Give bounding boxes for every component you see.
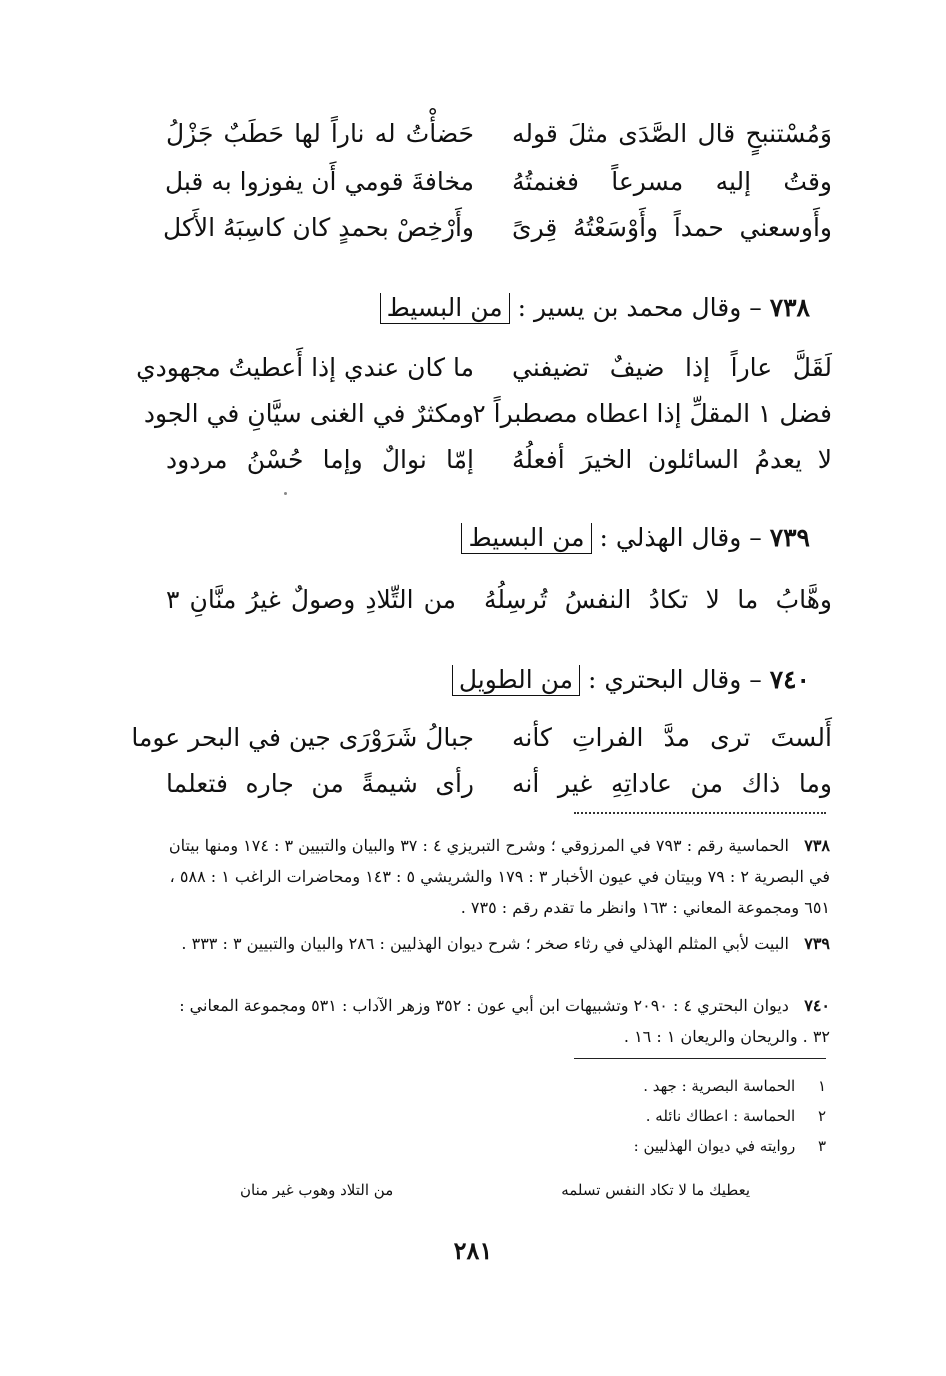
note-number: ٧٤٠: [804, 996, 830, 1015]
verse-first-hemistich: وما ذاك من عاداتِهِ غير أنه: [512, 769, 832, 798]
section-heading: ٧٣٩ – وقال الهذلي : من البسيط: [461, 516, 810, 560]
footnote-separator: [574, 1058, 826, 1059]
meter-label: من البسيط: [461, 523, 591, 554]
verse-first-hemistich: لَقَلَّ عاراً إذا ضيفٌ تضيفني: [512, 353, 832, 382]
verse-line: [143, 392, 832, 436]
note-number: ٧٣٨: [804, 836, 830, 855]
section-title: وقال محمد بن يسير :: [517, 293, 742, 322]
footnote-number: ١: [817, 1077, 826, 1095]
meter-label: من البسيط: [380, 293, 510, 324]
section-heading: ٧٣٨ – وقال محمد بن يسير : من البسيط: [380, 286, 810, 330]
note-text: الحماسية رقم : ٧٩٣ في المرزوقي ؛ وشرح التبريزي ٤ : ٣٧ والبيان والتبيين ٣ : ١٧٤ ومنها بيتان في البصرية ٢ : ٧٩ وبيتان في عيون الأخبار ٣ : ١٧٩ والشريشي ٥ : ١٤٣ ومحاضرات الراغب ١ : ٥٨٨ ، ٦٥١ ومجموعة المعاني : ١٦٣ وانظر ما تقدم رقم : ٧٣٥ .: [168, 836, 830, 917]
print-speck: [284, 492, 287, 495]
verse-line: [131, 716, 832, 760]
footnote-text: الحماسة : اعطاك نائله .: [645, 1107, 796, 1125]
verse-first-hemistich: وهَّابُ ما لا تكادُ النفسُ تُرسِلُهُ: [484, 585, 832, 614]
note-text: ديوان البحتري ٤ : ٢٠٩٠ وتشبيهات ابن أبي عون : ٣٥٢ وزهر الآداب : ٥٣١ ومجموعة المعاني : ٣٢ . والريحان والريعان ١ : ١٦ .: [179, 996, 830, 1046]
verse-second-hemistich: رأى شيمةً من جاره فتعلما: [166, 769, 474, 798]
verse-first-hemistich: فضل ١ المقلِّ إذا اعطاه مصطبراً ٢: [472, 399, 832, 428]
meter-label: من الطويل: [452, 665, 580, 696]
note-text: البيت لأبي المثلم الهذلي في رثاء صخر ؛ شرح ديوان الهذليين : ٢٨٦ والبيان والتبيين ٣ : ٣٣٣ .: [181, 934, 789, 953]
section-number: ٧٣٩: [769, 523, 810, 552]
section-number: ٧٤٠: [769, 665, 810, 694]
verse-line: [166, 578, 832, 622]
verse-second-hemistich: وأَرْخِصْ بحمدٍ كان كاسِبَهُ الأَكل: [163, 213, 474, 242]
footnote-number: ٣: [817, 1137, 826, 1155]
verse-first-hemistich: أَلستَ ترى مدَّ الفراتِ كأنه: [512, 723, 832, 752]
footnote: [643, 1072, 826, 1100]
verse-line: [166, 160, 832, 204]
footnote-text: الحماسة البصرية : جهد .: [643, 1077, 796, 1095]
verse-line: [166, 112, 832, 156]
footnote-verse: [240, 1176, 750, 1204]
verse-second-hemistich: ما كان عندي إذا أَعطيتُ مجهودي: [136, 353, 474, 382]
section-heading: ٧٤٠ – وقال البحتري : من الطويل: [452, 658, 810, 702]
verse-second-hemistich: حَضأْتُ له ناراً لها حَطَبٌ جَزْلُ: [166, 119, 474, 148]
verse-second-hemistich: من التِّلادِ وصولٌ غيرُ منَّانِ ٣: [166, 585, 456, 614]
verse-line: [163, 206, 832, 250]
footnote-number: ٢: [817, 1107, 826, 1125]
section-title: وقال البحتري :: [588, 665, 742, 694]
source-note: [166, 928, 830, 959]
footnote-verse-first: يعطيك ما لا تكاد النفس تسلمه: [561, 1181, 750, 1199]
section-title: وقال الهذلي :: [599, 523, 742, 552]
section-number: ٧٣٨: [769, 293, 810, 322]
verse-first-hemistich: وَمُسْتنبحٍ قال الصَّدَى مثلَ قوله: [512, 119, 832, 148]
verse-first-hemistich: لا يعدمُ السائلون الخيرَ أفعلُهُ: [512, 445, 832, 474]
source-note: [166, 990, 830, 1052]
source-note: [166, 830, 830, 923]
verse-second-hemistich: مخافةَ قومي أَن يفوزوا به قبل: [164, 167, 474, 196]
verse-line: [166, 762, 832, 806]
verse-first-hemistich: وأَوسعني حمداً وأَوْسَعْتُهُ قِرىً: [512, 213, 832, 242]
verse-line: [166, 438, 832, 482]
dotted-separator: [574, 812, 826, 814]
footnote-text: روايته في ديوان الهذليين :: [633, 1137, 796, 1155]
verse-second-hemistich: ومكثرٌ في الغنى سيَّانِ في الجود: [143, 399, 474, 428]
footnote: [634, 1132, 826, 1160]
verse-second-hemistich: إمّا نوالٌ وإما حُسْنُ مردود: [166, 445, 474, 474]
verse-first-hemistich: وقتُ إليه مسرعاً فغنمتُهُ: [512, 167, 832, 196]
page-number: ٢٨١: [453, 1236, 493, 1265]
footnote-verse-second: من التلاد وهوب غير منان: [240, 1181, 394, 1199]
verse-second-hemistich: جبالُ شَرَوْرَى جين في البحر عوما: [131, 723, 474, 752]
footnote: [646, 1102, 826, 1130]
verse-line: [136, 346, 832, 390]
note-number: ٧٣٩: [804, 934, 830, 953]
